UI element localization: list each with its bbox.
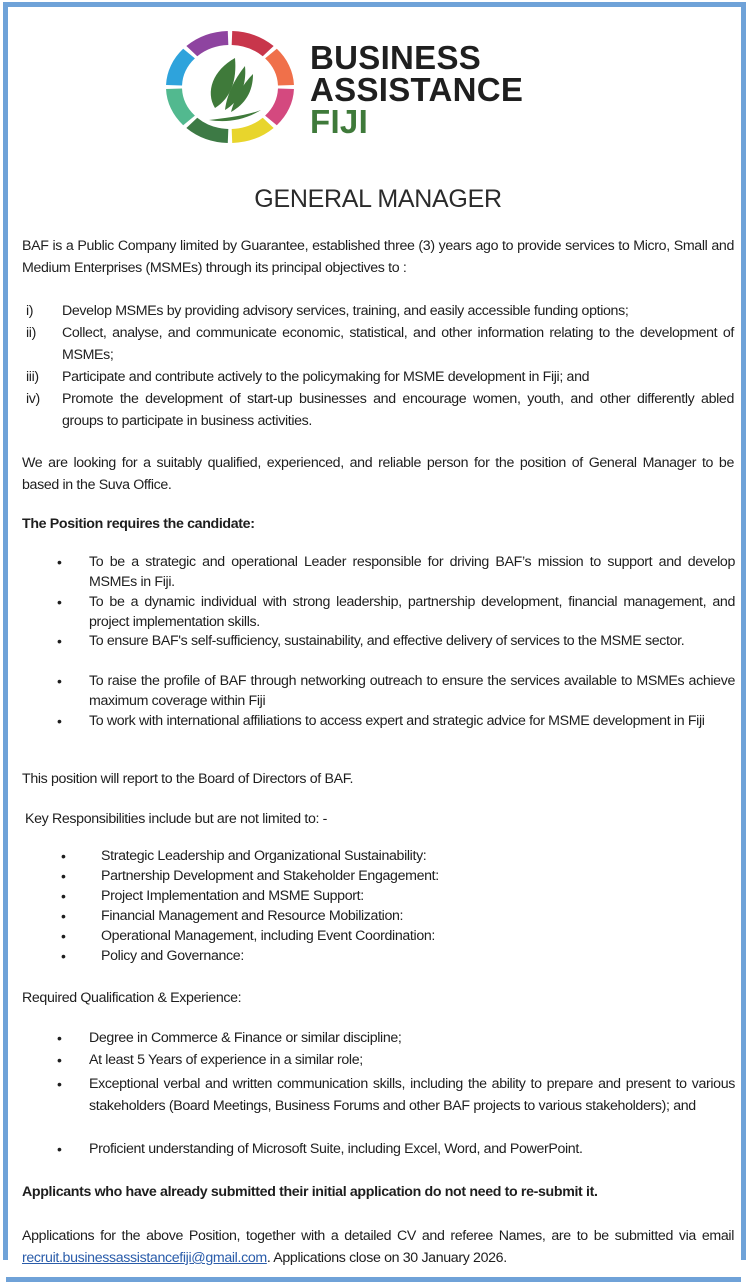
objective-text: Develop MSMEs by providing advisory services, training, and easily accessible funding options;	[62, 303, 629, 319]
ring-segment	[186, 31, 228, 56]
apply-text-before: Applications for the above Position, together with a detailed CV and referee Names, are to be submitted via email	[22, 1228, 734, 1244]
list-item-text: To ensure BAF's self-sufficiency, sustainability, and effective delivery of services to the MSME sector.	[89, 633, 685, 649]
resubmit-note: Applicants who have already submitted their initial application do not need to re-submit it.	[22, 1184, 598, 1200]
brand-line-2: ASSISTANCE	[310, 71, 524, 108]
leaf-icon	[209, 58, 261, 121]
objective-number: ii)	[26, 325, 36, 341]
list-item-text: To be a dynamic individual with strong leadership, partnership development, financial management, and project implementation skills.	[89, 594, 735, 630]
bullet-icon: •	[61, 908, 66, 924]
objective-number: i)	[26, 303, 34, 319]
bullet-icon: •	[61, 888, 66, 904]
bullet-icon: •	[57, 713, 62, 729]
bullet-icon: •	[61, 948, 66, 964]
list-item	[55, 1138, 735, 1160]
list-item-text: To raise the profile of BAF through networking outreach to ensure the services available to MSMEs achieve maximum coverage within Fiji	[89, 673, 735, 709]
list-item	[55, 907, 555, 927]
page-title: GENERAL MANAGER	[254, 185, 502, 213]
bullet-icon: •	[57, 1030, 62, 1046]
list-item-text: Operational Management, including Event Coordination:	[101, 928, 435, 944]
list-item	[55, 847, 555, 867]
brand-name	[310, 39, 524, 140]
list-item-text: Exceptional verbal and written communication skills, including the ability to prepare and present to various stakeholders (Board Meetings, Business Forums and other BAF projects to various stakeholders); and	[89, 1076, 735, 1114]
list-item-text: Financial Management and Resource Mobilization:	[101, 908, 404, 924]
intro-paragraph: BAF is a Public Company limited by Guarantee, established three (3) years ago to provide services to Micro, Small and Medium Enterprises (MSMEs) through its principal objectives to :	[22, 238, 734, 276]
list-item-text: To be a strategic and operational Leader responsible for driving BAF’s mission to support and develop MSMEs in Fiji.	[89, 554, 735, 590]
brand-line-1: BUSINESS	[310, 39, 482, 76]
bullet-icon: •	[57, 1141, 62, 1157]
list-item-text: To work with international affiliations to access expert and strategic advice for MSME development in Fiji	[89, 713, 705, 729]
bullet-icon: •	[61, 928, 66, 944]
email-link[interactable]: recruit.businessassistancefiji@gmail.com	[22, 1250, 267, 1266]
objective-item	[22, 366, 734, 388]
list-item	[55, 1049, 735, 1071]
list-item-text: Degree in Commerce & Finance or similar discipline;	[89, 1030, 402, 1046]
objective-number: iii)	[26, 369, 39, 385]
ring-segment	[232, 31, 274, 56]
report-line: This position will report to the Board of Directors of BAF.	[22, 771, 354, 787]
list-item-text: Policy and Governance:	[101, 948, 244, 964]
ring-segment	[232, 118, 274, 143]
frame-border-top	[4, 2, 746, 7]
list-item	[55, 593, 735, 632]
bullet-icon: •	[61, 868, 66, 884]
ring-segment	[265, 49, 294, 86]
list-item	[55, 947, 555, 967]
list-item	[55, 1073, 735, 1117]
objective-item	[22, 322, 734, 366]
ring-segment	[265, 88, 294, 125]
bullet-icon: •	[57, 554, 62, 570]
list-item	[55, 632, 735, 652]
list-item	[55, 672, 735, 711]
bullet-icon: •	[57, 633, 62, 649]
bullet-icon: •	[57, 594, 62, 610]
bullet-icon: •	[57, 1076, 62, 1092]
objective-item	[22, 388, 734, 432]
bullet-icon: •	[61, 848, 66, 864]
list-item	[55, 927, 555, 947]
list-item-text: Project Implementation and MSME Support:	[101, 888, 364, 904]
list-item-text: Proficient understanding of Microsoft Suite, including Excel, Word, and PowerPoint.	[89, 1141, 583, 1157]
list-item-text: Partnership Development and Stakeholder Engagement:	[101, 868, 439, 884]
logo-ring-icon	[165, 30, 300, 145]
bullet-icon: •	[57, 1052, 62, 1068]
bullet-icon: •	[57, 673, 62, 689]
list-item-text: Strategic Leadership and Organizational Sustainability:	[101, 848, 427, 864]
looking-for-paragraph: We are looking for a suitably qualified, experienced, and reliable person for the position of General Manager to be based in the Suva Office.	[22, 455, 734, 493]
list-item	[55, 887, 555, 907]
objective-number: iv)	[26, 391, 40, 407]
objective-text: Collect, analyse, and communicate economic, statistical, and other information relating to the development of MSMEs;	[62, 325, 734, 363]
objective-item	[22, 300, 734, 322]
objective-text: Participate and contribute actively to the policymaking for MSME development in Fiji; and	[62, 369, 590, 385]
ring-segment	[166, 49, 195, 86]
brand-line-3: FIJI	[310, 103, 369, 140]
list-item-text: At least 5 Years of experience in a similar role;	[89, 1052, 363, 1068]
ring-segment	[166, 88, 195, 125]
list-item	[55, 553, 735, 592]
key-responsibilities-heading: Key Responsibilities include but are not limited to: -	[25, 811, 328, 827]
brand-logo	[165, 30, 535, 145]
ring-segment	[186, 118, 228, 143]
frame-border-bottom	[6, 1277, 741, 1282]
list-item	[55, 1027, 735, 1049]
application-instructions	[22, 1225, 734, 1269]
objective-text: Promote the development of start-up businesses and encourage women, youth, and other differently abled groups to participate in business activities.	[62, 391, 734, 429]
list-item	[55, 712, 735, 732]
position-heading: The Position requires the candidate:	[22, 516, 255, 532]
apply-text-after: . Applications close on 30 January 2026.	[266, 1250, 507, 1266]
list-item	[55, 867, 555, 887]
qualification-heading: Required Qualification & Experience:	[22, 990, 242, 1006]
